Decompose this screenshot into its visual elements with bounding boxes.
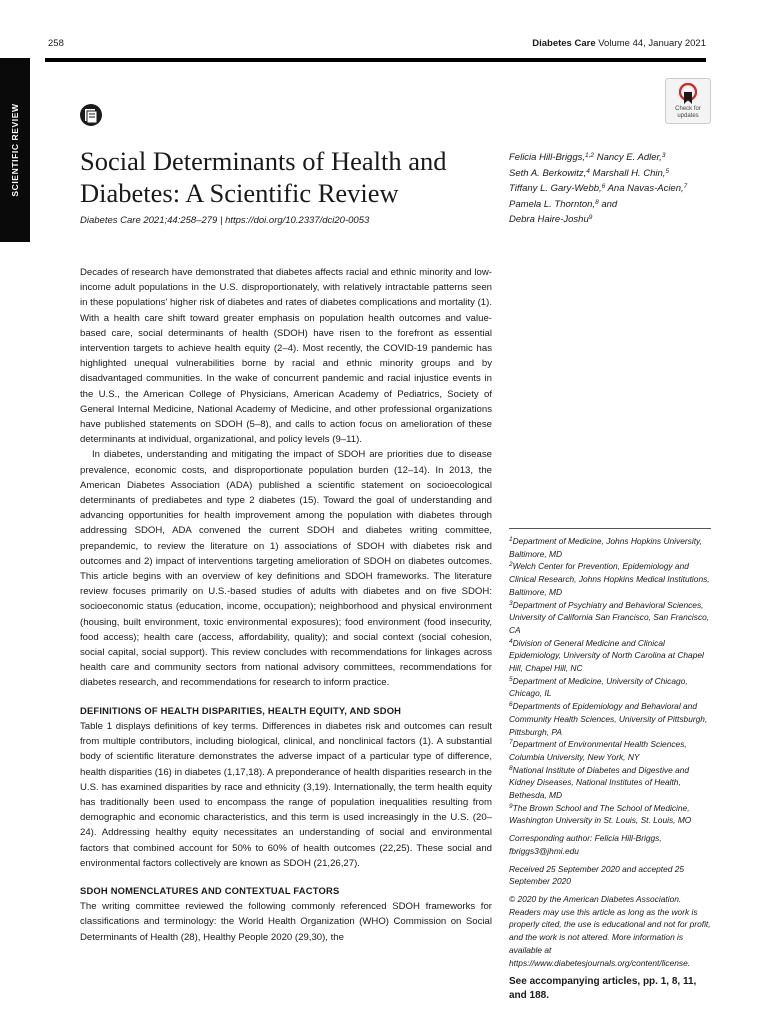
affiliation: $^8$National Institute of Diabetes and Digestive and Kidney Diseases, National Institutes of Health, Bethesda, MD bbox=[509, 764, 690, 801]
author: Nancy E. Adler,$^3$ bbox=[596, 152, 666, 163]
body-paragraph: Table 1 displays definitions of key terms. Differences in diabetes risk and outcomes can result from multiple contributors, including biological, clinical, and nonclinical factors (1). A substantial body of scientific literature demonstrates the adverse impact of a particular type of difference, health disparities (16) in diabetes (1,17,18). A preponderance of health disparities research in the U.S. has examined disparities by race and ethnicity (3,19). Internationally, the term health equity has traditionally been used to encompass the range of population inequalities resulting from demographic and economic characteristics, and this term is used increasingly in the U.S. (20–24). Addressing healthy equity necessitates an understanding of social and environmental factors that combined account for 50% to 60% of health outcomes (22,25). These social and environmental factors collectively are known as SDOH (21,26,27). bbox=[80, 720, 492, 869]
corresponding-author: Corresponding author: Felicia Hill-Briggs, fbriggs3@jhmi.edu bbox=[509, 833, 662, 856]
author-conjunction: and bbox=[601, 198, 618, 210]
affiliation: $^4$Division of General Medicine and Clinical Epidemiology, University of North Carolina at Chapel Hill, Chapel Hill, NC bbox=[509, 637, 704, 674]
affiliation: $^6$Departments of Epidemiology and Behavioral and Community Health Sciences, University of Pittsburgh, Pittsburgh, PA bbox=[509, 701, 708, 737]
header-rule bbox=[45, 58, 706, 62]
author: Marshall H. Chin,$^5$ bbox=[592, 167, 670, 179]
accompanying-articles: See accompanying articles, pp. 1, 8, 11, and 188. bbox=[509, 976, 697, 1002]
affiliations-sidebar bbox=[509, 528, 711, 1003]
section-heading: SDOH NOMENCLATURES AND CONTEXTUAL FACTORS bbox=[80, 884, 340, 896]
article-title: Social Determinants of Health and Diabetes: A Scientific Review bbox=[80, 146, 447, 208]
running-header bbox=[532, 38, 706, 49]
check-for-updates-button[interactable] bbox=[665, 78, 711, 124]
author: Felicia Hill-Briggs,$^{1,2}$ bbox=[509, 152, 595, 163]
affiliation: $^5$Department of Medicine, University of Chicago, Chicago, IL bbox=[509, 675, 688, 699]
affiliation: $^7$Department of Environmental Health Sciences, Columbia University, New York, NY bbox=[509, 739, 687, 762]
author: Tiffany L. Gary-Webb,$^6$ bbox=[509, 183, 606, 195]
section-tab-label: SCIENTIFIC REVIEW bbox=[10, 103, 20, 197]
affiliation: $^2$Welch Center for Prevention, Epidemiology and Clinical Research, Johns Hopkins Medical Institutions, Baltimore, MD bbox=[509, 561, 710, 597]
section-heading: DEFINITIONS OF HEALTH DISPARITIES, HEALTH EQUITY, AND SDOH bbox=[80, 704, 402, 716]
section-tab bbox=[0, 58, 30, 242]
affiliation: $^9$The Brown School and The School of Medicine, Washington University in St. Louis, St. Louis, MO bbox=[509, 802, 692, 826]
check-for-updates-label: Check for updates bbox=[675, 106, 701, 119]
body-paragraph: Decades of research have demonstrated that diabetes affects racial and ethnic minority and low-income adult populations in the U.S. disproportionately, with relatively intractable patterns seen in these populations' higher risk of diabetes and rates of diabetes complications and mortality (1). With a health care shift toward greater emphasis on population health outcomes and value-based care, social determinants of health (SDOH) have risen to the forefront as essential intervention targets to achieve health equity (2–4). Most recently, the COVID-19 pandemic has highlighted unequal vulnerabilities borne by racial and ethnic minority groups and by disadvantaged communities. In the wake of concurrent pandemic and racial injustice events in the U.S., the American College of Physicians, American Academy of Pediatrics, Society of General Internal Medicine, National Academy of Medicine, and other professional organizations have published statements on SDOH (5–8), and calls to action focus on amelioration of these determinants at individual, organizational, and policy levels (9–11). bbox=[80, 267, 492, 446]
copyright-notice: © 2020 by the American Diabetes Association. Readers may use this article as long as the work is properly cited, the use is educational and not for profit, and the work is not altered. More information is available at https://www.diabetesjournals.org/content/license. bbox=[509, 893, 711, 968]
journal-name: Diabetes Care bbox=[532, 38, 596, 49]
sidebar-rule bbox=[509, 528, 711, 529]
article-body bbox=[80, 265, 492, 945]
bookmark-icon bbox=[679, 83, 697, 105]
author: Debra Haire-Joshu$^9$ bbox=[509, 214, 593, 226]
journal-issue: Volume 44, January 2021 bbox=[598, 38, 706, 49]
affiliation: $^1$Department of Medicine, Johns Hopkins University, Baltimore, MD bbox=[509, 536, 702, 559]
citation-doi: Diabetes Care 2021;44:258–279 | https://doi.org/10.2337/dci20-0053 bbox=[80, 215, 370, 226]
author: Pamela L. Thornton,$^8$ bbox=[509, 198, 599, 210]
author-list bbox=[509, 150, 719, 228]
affiliation: $^3$Department of Psychiatry and Behavioral Sciences, University of California San Francisco, San Francisco, CA bbox=[509, 599, 710, 635]
author: Ana Navas-Acien,$^7$ bbox=[607, 183, 688, 195]
page-number: 258 bbox=[48, 38, 64, 49]
author: Seth A. Berkowitz,$^4$ bbox=[509, 167, 590, 179]
body-paragraph: The writing committee reviewed the following commonly referenced SDOH frameworks for classifications and terminology: the World Health Organization (WHO) Commission on Social Determinants of Health (28), Healthy People 2020 (29,30), the bbox=[80, 901, 492, 943]
received-dates: Received 25 September 2020 and accepted 25 September 2020 bbox=[509, 863, 685, 887]
open-access-icon bbox=[79, 103, 103, 127]
body-paragraph: In diabetes, understanding and mitigating the impact of SDOH are priorities due to disease prevalence, economic costs, and disproportionate population burden (12–14). In 2013, the American Diabetes Association (ADA) published a scientific statement on socioecological determinants of prediabetes and type 2 diabetes (15). Toward the goal of understanding and advancing opportunities for health improvement among the population with diabetes through addressing SDOH, ADA convened the current SDOH and diabetes writing committee, prepandemic, to review the literature on 1) associations of SDOH with diabetes risk and outcomes and 2) impact of interventions targeting amelioration of SDOH on diabetes outcomes. This article begins with an overview of key definitions and SDOH frameworks. The literature review focuses primarily on U.S.-based studies of adults with diabetes and on five SDOH: socioeconomic status (education, income, occupation); neighborhood and physical environment (housing, built environment, toxic environmental exposures); food environment (food insecurity, food access); health care (access, affordability, quality); and social context (social cohesion, social capital, social support). This review concludes with recommendations for linkages across health care and community sectors from national advisory committees, recommendations for diabetes research, and recommendations for research to inform practice. bbox=[80, 449, 492, 689]
